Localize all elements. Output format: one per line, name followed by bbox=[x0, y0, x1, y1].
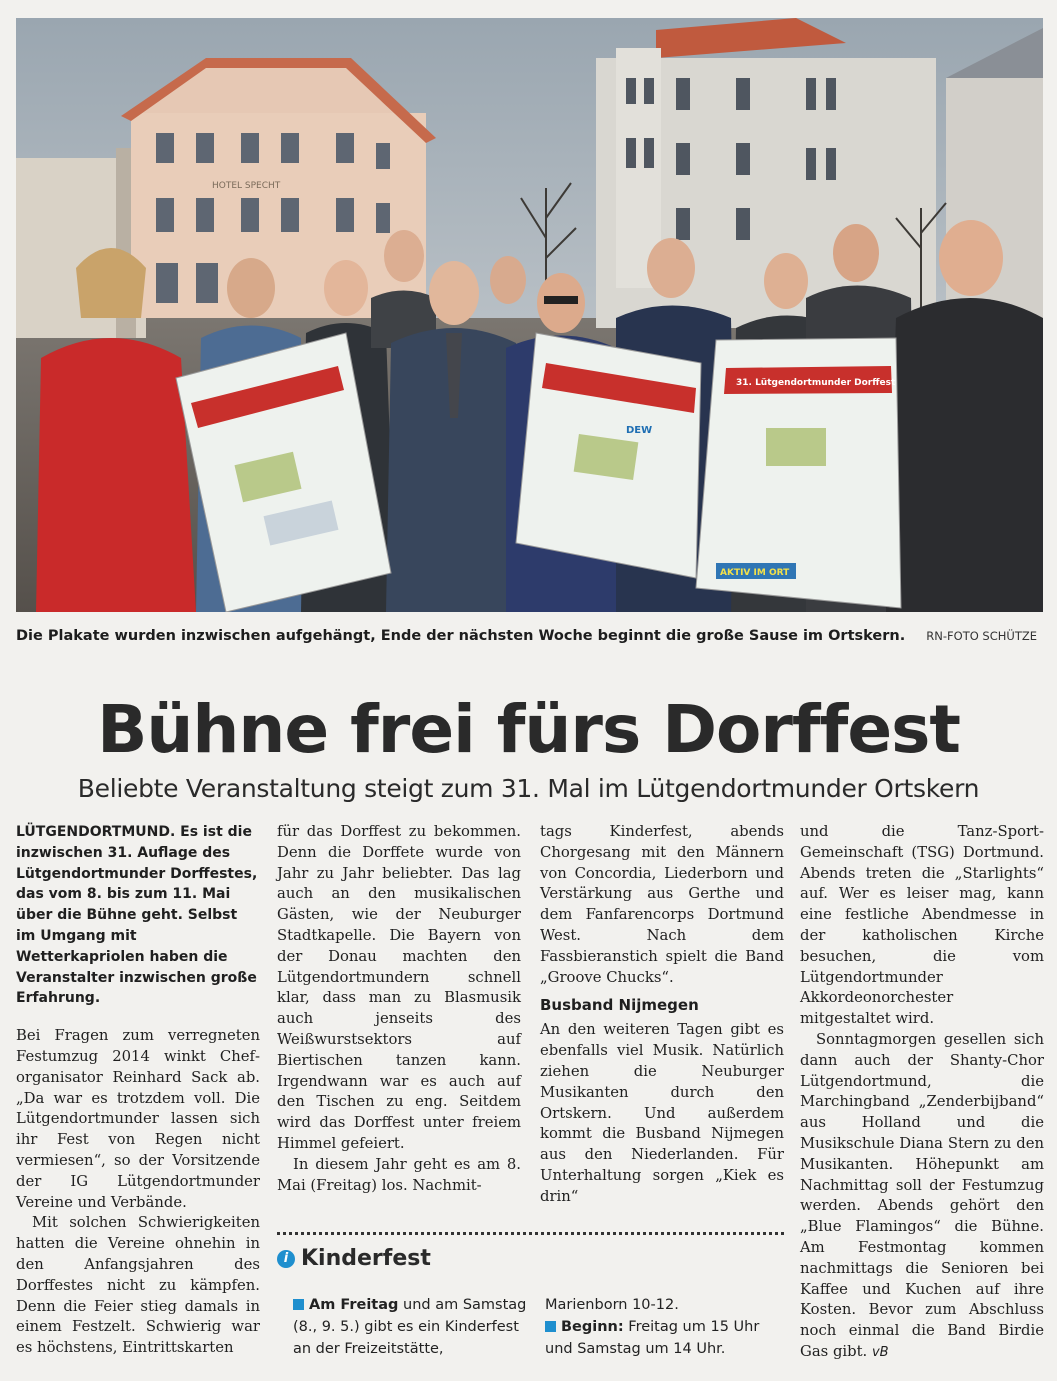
article-column-1 bbox=[16, 822, 260, 1359]
info-box bbox=[277, 1232, 784, 1372]
photo-credit: RN-FOTO SCHÜTZE bbox=[926, 629, 1037, 643]
article-paragraph: In diesem Jahr geht es am 8. Mai (Freitag) los. Nachmit- bbox=[277, 1155, 521, 1194]
info-item-continuation: Marienborn 10-12. bbox=[545, 1297, 679, 1313]
article-column-4 bbox=[800, 822, 1044, 1364]
article-subheading: Busband Nijmegen bbox=[540, 996, 699, 1015]
author-signature: vB bbox=[871, 1344, 889, 1360]
poster-middle bbox=[516, 333, 701, 578]
info-box-item bbox=[545, 1294, 785, 1360]
article-paragraph-text: Sonntagmorgen gesellen sich dann auch der Shanty-Chor Lütgendortmund, die Marchingband „Zenderbijband“ aus Holland und die Musikschule Diana Stern zu den Musikanten. Höhepunkt am Nachmittag soll der Festumzug werden. Abends gehört den „Blue Flamingos“ die Bühne. Am Festmontag kommen nachmittags die Senioren bei Kaffee und Kuchen auf ihre Kosten. Bevor zum Abschluss noch einmal die Band Birdie Gas gibt. bbox=[800, 1030, 1044, 1360]
article-paragraph: für das Dorffest zu bekommen. Denn die Dorffete wurde von Jahr zu Jahr beliebter. Das lag auch an den musikalischen Gästen, wie der Neuburger Stadtkapelle. Die Bayern von der Donau machten den Lütgendortmundern schnell klar, dass man zu Blasmusik auch jenseits des Weißwurstsektors auf Biertischen tanzen kann. Irgendwann war es auch auf den Tischen zu eng. Seitdem wird das Dorffest unter freiem Himmel gefeiert. bbox=[277, 823, 521, 1152]
poster-footer: AKTIV IM ORT bbox=[720, 568, 790, 578]
article-column-3 bbox=[540, 822, 784, 1208]
bullet-square-icon bbox=[545, 1321, 556, 1332]
info-box-item bbox=[293, 1294, 533, 1360]
article-paragraph: tags Kinderfest, abends Chorgesang mit den Männern von Concordia, Liederborn und Verstärkung aus Gerthe und dem Fanfarencorps Dortmund West. Nach dem Fassbieranstich spielt die Band „Groove Chucks“. bbox=[540, 823, 784, 986]
headline: Bühne frei fürs Dorffest bbox=[97, 691, 960, 768]
article-lead: LÜTGENDORTMUND. Es ist die inzwischen 31. Auflage des Lütgendortmunder Dorffestes, das vom 8. bis zum 11. Mai über die Bühne geht. Selbst im Umgang mit Wetterkapriolen haben die Veranstalter inzwischen große Erfahrung. bbox=[16, 824, 258, 1007]
article-paragraph bbox=[800, 1030, 1044, 1364]
caption-text: Die Plakate wurden inzwischen aufgehängt, Ende der nächsten Woche beginnt die große Sause im Ortskern. bbox=[16, 628, 906, 644]
article-paragraph: und die Tanz-Sport-Gemeinschaft (TSG) Dortmund. Abends treten die „Starlights“ auf. Wer es leiser mag, kann eine festliche Abendmesse in der katholischen Kirche besuchen, die vom Lütgendortmunder Akkordeonorchester mitgestaltet wird. bbox=[800, 823, 1044, 1028]
subheadline: Beliebte Veranstaltung steigt zum 31. Mal im Lütgendortmunder Ortskern bbox=[77, 774, 980, 803]
dotted-divider bbox=[277, 1232, 784, 1235]
article-paragraph: Mit solchen Schwierigkeiten hatten die Vereine ohnehin in den Anfangsjahren des Dorffestes nicht zu kämpfen. Denn die Feier stieg damals in einem Festzelt. Schwierig war es höchstens, Eintrittskarten bbox=[16, 1214, 260, 1357]
info-box-title: Kinderfest bbox=[301, 1246, 431, 1271]
poster-right bbox=[696, 338, 901, 608]
poster-dew: DEW bbox=[626, 425, 653, 436]
info-item-bold: Beginn: bbox=[561, 1319, 624, 1335]
article-paragraph: Bei Fragen zum verregneten Festumzug 2014 winkt Cheforganisator Reinhard Sack ab. „Da war es trotzdem voll. Die Lütgendortmunder lassen sich ihr Fest von Regen nicht vermiesen“, so der Vorsitzende der IG Lütgendortmunder Vereine und Verbände. bbox=[16, 1027, 260, 1211]
poster-title: 31. Lütgendortmunder Dorffest bbox=[736, 378, 896, 388]
info-item-bold: Am Freitag bbox=[309, 1297, 399, 1313]
group-photo bbox=[16, 18, 1043, 612]
info-icon: i bbox=[277, 1250, 295, 1268]
article-paragraph: An den weiteren Tagen gibt es ebenfalls viel Musik. Natürlich ziehen die Neuburger Musikanten durch den Ortskern. Und außerdem kommt die Busband Nijmegen aus den Niederlanden. Für Unterhaltung sorgen „Kiek es drin“ bbox=[540, 1021, 784, 1205]
photo-caption bbox=[16, 628, 1043, 650]
info-item-text: Freitag um 15 Uhr und Samstag um 14 Uhr. bbox=[545, 1319, 760, 1357]
hotel-sign: HOTEL SPECHT bbox=[212, 181, 281, 191]
bullet-square-icon bbox=[293, 1299, 304, 1310]
info-item-text: und am Samstag (8., 9. 5.) gibt es ein Kinderfest an der Freizeitstätte, bbox=[293, 1297, 527, 1357]
article-column-2 bbox=[277, 822, 521, 1196]
